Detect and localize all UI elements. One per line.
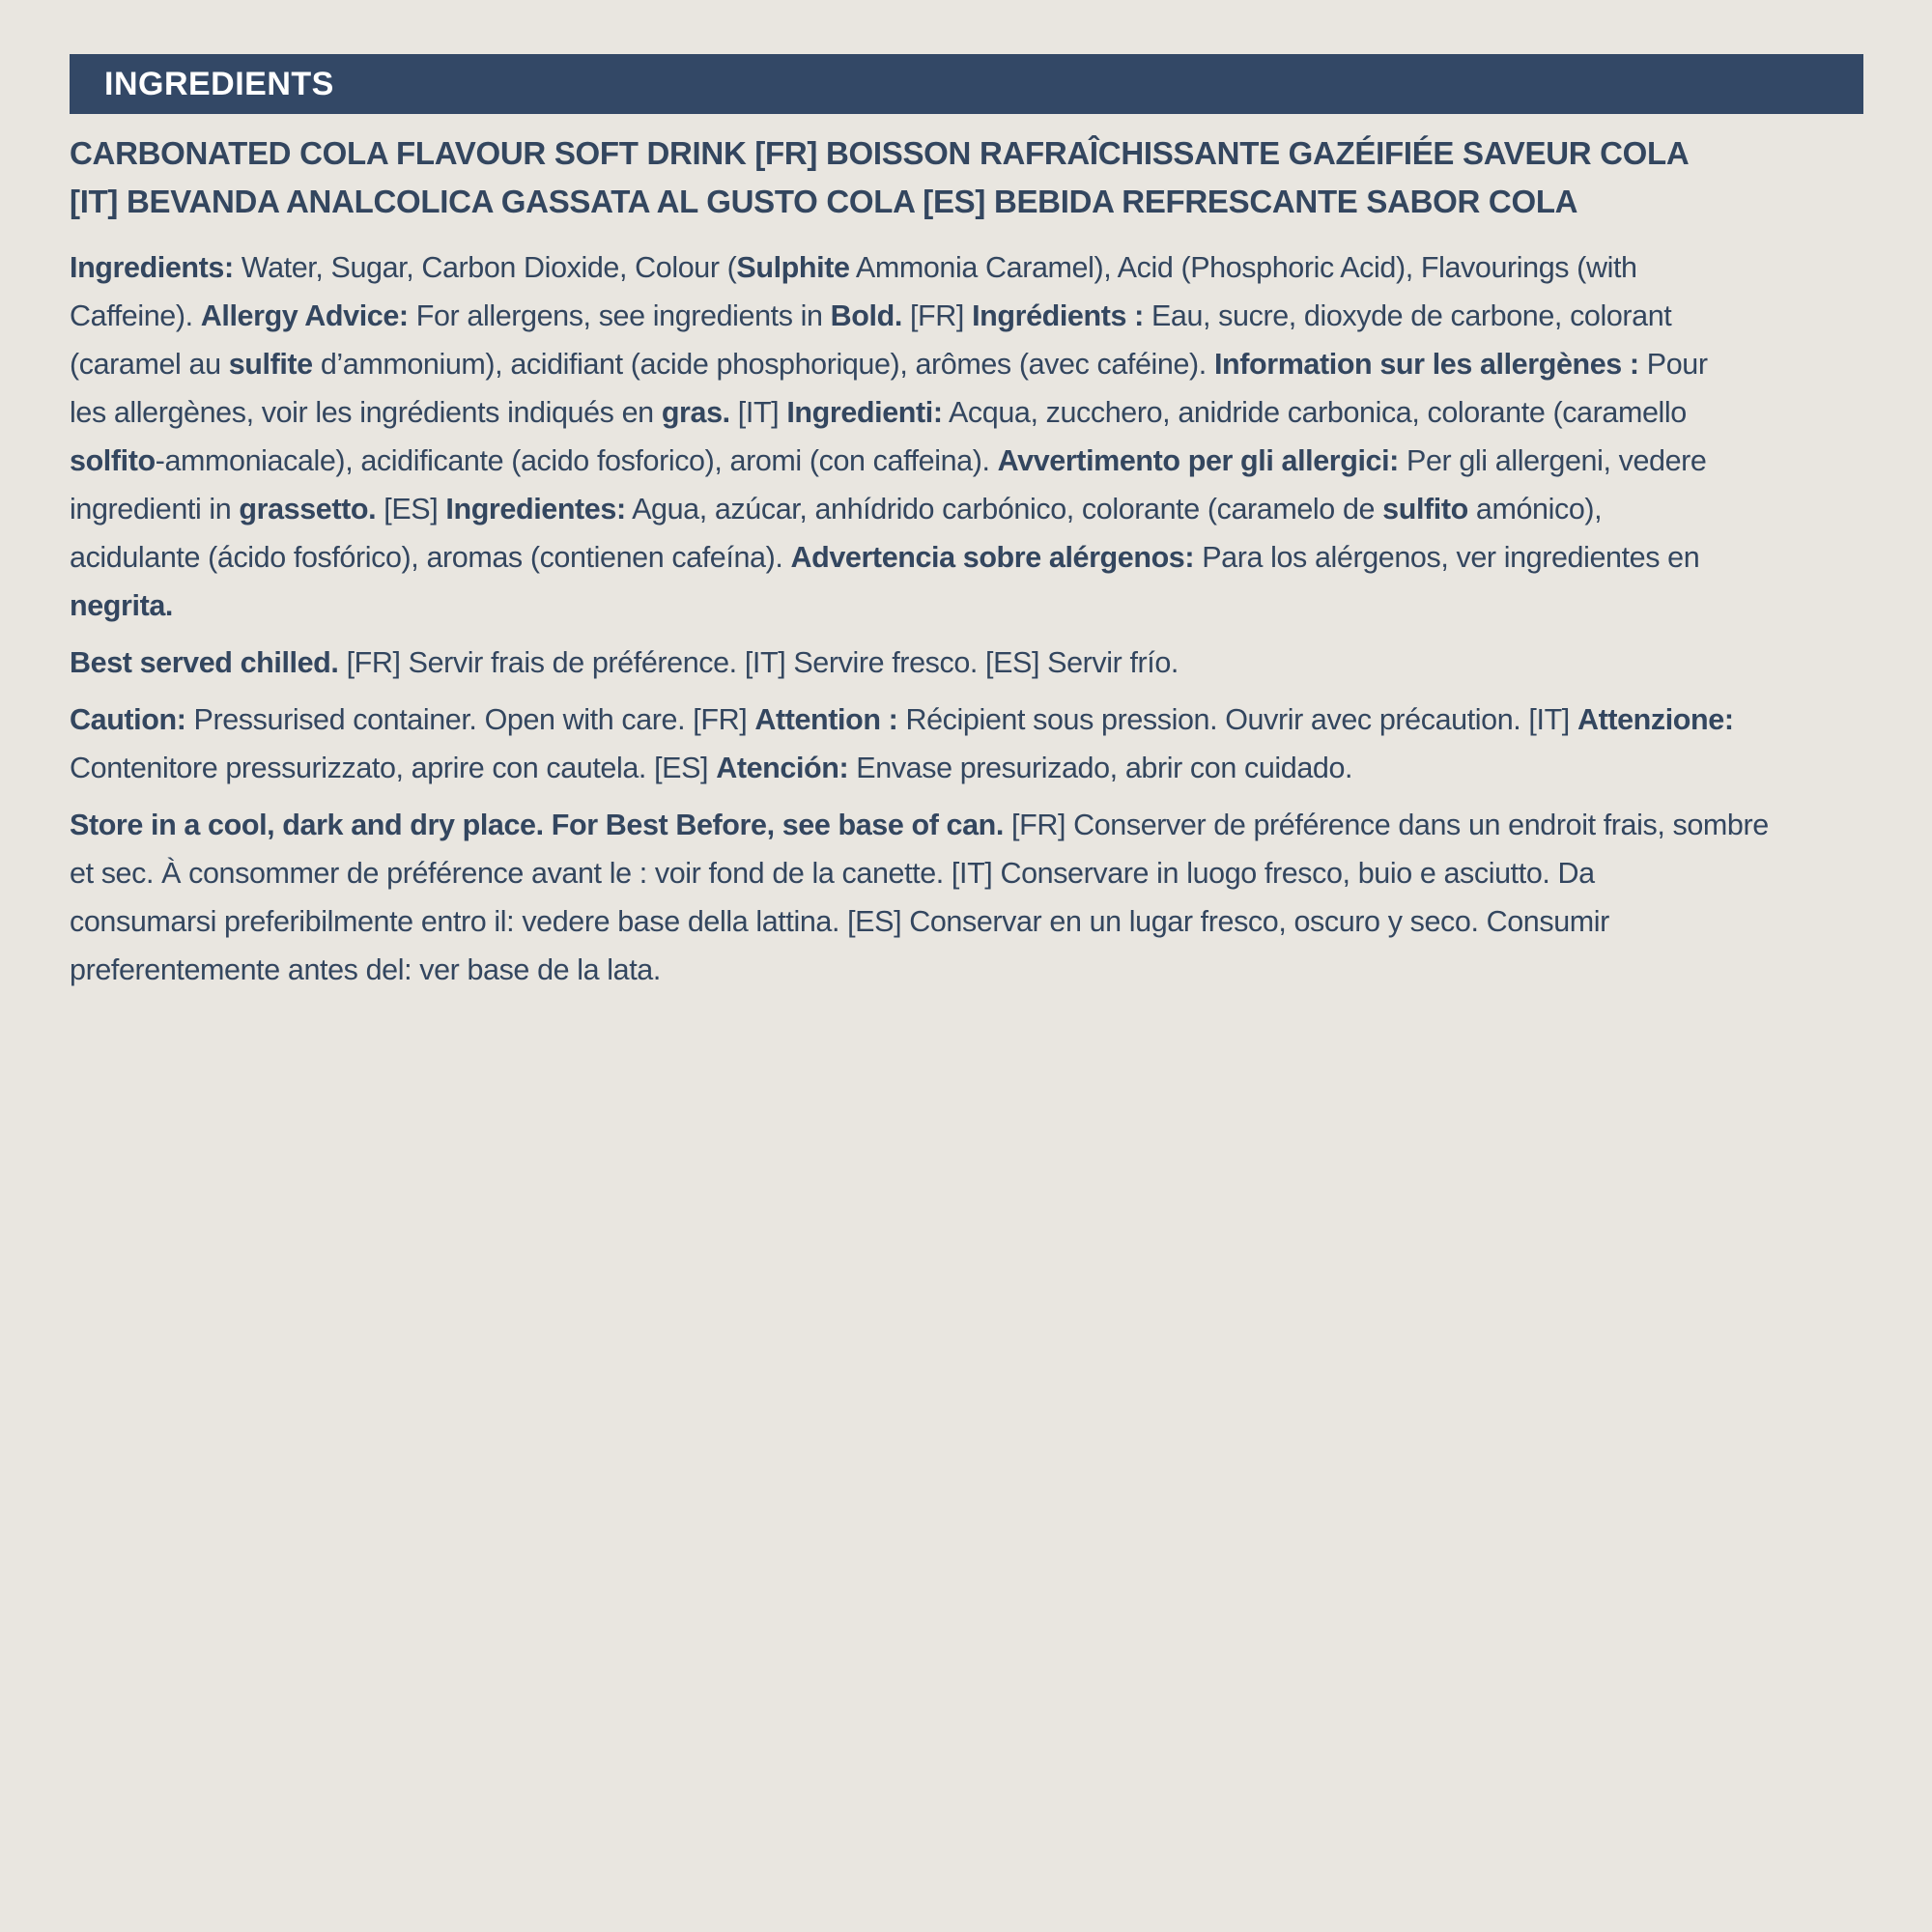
bold-label: Advertencia sobre alérgenos:	[790, 541, 1195, 574]
text-span: [FR] Servir frais de préférence. [IT] Servire fresco. [ES] Servir frío.	[338, 646, 1179, 679]
bold-label: Best served chilled.	[70, 646, 339, 679]
text-line	[70, 485, 1868, 533]
bold-label: Avvertimento per gli allergici:	[997, 444, 1399, 477]
bold-label: grassetto.	[239, 493, 377, 526]
bold-label: Atención:	[716, 752, 849, 784]
text-line	[70, 388, 1868, 437]
text-line: consumarsi preferibilmente entro il: vedere base della lattina. [ES] Conservar en un lugar fresco, oscuro y seco. Consumir	[70, 905, 1609, 938]
allergen-highlight: solfito	[70, 444, 156, 477]
text-span: Water, Sugar, Carbon Dioxide, Colour (	[233, 251, 737, 284]
serving-paragraph	[70, 639, 1868, 687]
text-span: les allergènes, voir les ingrédients indiqués en	[70, 396, 662, 429]
bold-label: Attention :	[754, 703, 898, 736]
bold-label: Ingredientes:	[445, 493, 626, 526]
bold-label: gras.	[661, 396, 730, 429]
ingredients-header-bar	[70, 54, 1863, 114]
text-line	[70, 696, 1868, 744]
text-span: Caffeine).	[70, 299, 201, 332]
allergen-highlight: sulfite	[228, 348, 313, 381]
bold-label: Caution:	[70, 703, 186, 736]
text-span: Agua, azúcar, anhídrido carbónico, colorante (caramelo de	[625, 493, 1383, 526]
text-line	[70, 582, 1868, 630]
text-line	[70, 340, 1868, 388]
bold-label: Information sur les allergènes :	[1213, 348, 1639, 381]
text-span: [FR] Conserver de préférence dans un endroit frais, sombre	[1003, 809, 1769, 841]
text-line	[70, 292, 1868, 340]
bold-label: Ingrédients :	[972, 299, 1144, 332]
text-line	[70, 639, 1868, 687]
text-span: Para los alérgenos, ver ingredientes en	[1194, 541, 1700, 574]
text-span: (caramel au	[70, 348, 229, 381]
ingredients-heading: INGREDIENTS	[104, 65, 334, 102]
product-name-line: [IT] BEVANDA ANALCOLICA GASSATA AL GUSTO COLA [ES] BEBIDA REFRESCANTE SABOR COLA	[70, 184, 1578, 219]
text-span: Eau, sucre, dioxyde de carbone, colorant	[1143, 299, 1672, 332]
caution-paragraph	[70, 696, 1868, 792]
bold-label: Ingredienti:	[786, 396, 943, 429]
text-line	[70, 801, 1868, 849]
text-span: Per gli allergeni, vedere	[1398, 444, 1707, 477]
text-line	[70, 533, 1868, 582]
bold-label: Attenzione:	[1577, 703, 1734, 736]
label-content	[70, 129, 1868, 1003]
text-line	[70, 243, 1868, 292]
bold-label: Allergy Advice:	[200, 299, 409, 332]
text-span: Pour	[1638, 348, 1708, 381]
text-span: [ES]	[376, 493, 446, 526]
text-line: preferentemente antes del: ver base de la lata.	[70, 953, 661, 986]
text-span: For allergens, see ingredients in	[408, 299, 831, 332]
allergen-highlight: sulfito	[1382, 493, 1468, 526]
text-span: acidulante (ácido fosfórico), aromas (contienen cafeína).	[70, 541, 791, 574]
text-line	[70, 437, 1868, 485]
text-span: Acqua, zucchero, anidride carbonica, colorante (caramello	[942, 396, 1687, 429]
text-span: -ammoniacale), acidificante (acido fosforico), aromi (con caffeina).	[155, 444, 998, 477]
allergen-highlight: Sulphite	[736, 251, 850, 284]
product-name-line: CARBONATED COLA FLAVOUR SOFT DRINK [FR] BOISSON RAFRAÎCHISSANTE GAZÉIFIÉE SAVEUR COLA	[70, 135, 1690, 171]
text-span: Ammonia Caramel), Acid (Phosphoric Acid), Flavourings (with	[849, 251, 1637, 284]
text-span: Envase presurizado, abrir con cuidado.	[848, 752, 1353, 784]
text-span: ingredienti in	[70, 493, 240, 526]
text-span: [IT]	[729, 396, 787, 429]
text-span: Récipient sous pression. Ouvrir avec précaution. [IT]	[897, 703, 1577, 736]
bold-label: Store in a cool, dark and dry place. For Best Before, see base of can.	[70, 809, 1004, 841]
text-span: d’ammonium), acidifiant (acide phosphorique), arômes (avec caféine).	[312, 348, 1214, 381]
text-span: [FR]	[901, 299, 973, 332]
bold-label: Bold.	[830, 299, 902, 332]
product-name-title	[70, 129, 1868, 226]
text-line	[70, 744, 1868, 792]
text-line: et sec. À consommer de préférence avant le : voir fond de la canette. [IT] Conservare in luogo fresco, buio e asciutto. Da	[70, 857, 1595, 890]
ingredients-paragraph	[70, 243, 1868, 630]
bold-label: Ingredients:	[70, 251, 234, 284]
text-span: Pressurised container. Open with care. [FR]	[185, 703, 755, 736]
bold-label: negrita.	[70, 589, 173, 622]
storage-paragraph	[70, 801, 1868, 994]
text-span: amónico),	[1467, 493, 1603, 526]
text-span: Contenitore pressurizzato, aprire con cautela. [ES]	[70, 752, 717, 784]
